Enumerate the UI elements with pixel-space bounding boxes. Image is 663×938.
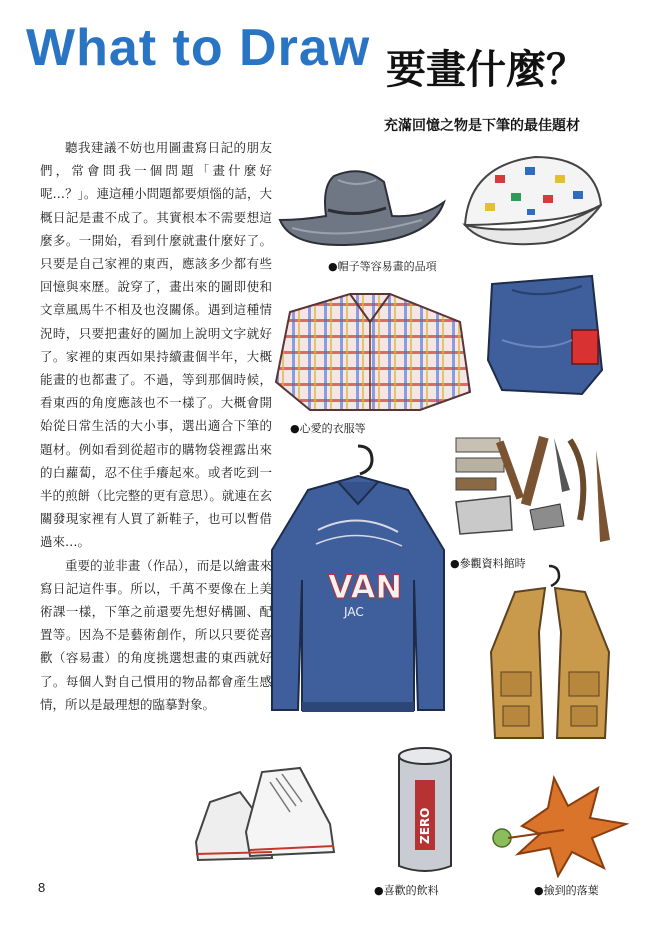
fishing-vest-illustration [485,562,615,742]
caption-museum: ●參觀資料館時 [450,557,526,570]
caption-hats: ●帽子等容易畫的品項 [328,260,437,273]
paragraph-1: 聽我建議不妨也用圖畫寫日記的朋友們，常會問我一個問題「畫什麼好呢…？」。連這種小問題都要煩惱的話，大概日記是畫不成了。其實根本不需要想這麼多。一開始，看到什麼就畫什麼好了。只要是自己家裡的東西，應該多少都有些回憶與來歷。說穿了，畫出來的圖即使和文章風馬牛不相及也沒關係。遇到這種情況時，只要把畫好的圖加上說明文字就好了。家裡的東西如果持續畫個半年，大概能畫的也都畫了。不過，等到那個時候，看東西的角度應該也不一樣了。大概會開始從日常生活的大小事，選出適合下筆的題材。例如看到從超市的購物袋裡露出來的白蘿蔔，忍不住手癢起來。或者吃到一半的煎餅（比完整的更有意思）。就連在玄關發現家裡有人買了新鞋子，也可以暫借過來…。 [40,140,272,550]
denim-jacket-illustration [268,440,448,730]
title-chinese: 要畫什麼？ [386,47,586,93]
caption-drink: ●喜歡的飲料 [374,884,439,897]
folded-jeans-illustration [482,270,612,400]
drink-can-illustration [385,740,465,880]
caption-clothes: ●心愛的衣服等 [290,422,366,435]
jacket-sub-text: JAC [344,605,364,619]
antique-tools-illustration [450,430,630,560]
can-label-text: ZERO [418,807,432,844]
fallen-leaf-illustration [488,768,633,878]
subtitle: 充滿回憶之物是下筆的最佳題材 [384,118,580,134]
sneakers-illustration [190,762,350,872]
plaid-shirt-illustration [270,282,475,417]
page-number: 8 [38,880,46,895]
body-text [40,136,272,716]
title-english: What to Draw [26,19,371,77]
paragraph-2: 重要的並非畫（作品），而是以繪畫來寫日記這件事。所以，千萬不要像在上美術課一樣，下筆之前還要先想好構圖、配置等。因為不是藝術創作，所以只要從喜歡（容易畫）的角度挑選想畫的東西就好了。每個人對自己慣用的物品都會產生感情，所以是最理想的臨摹對象。 [40,557,272,712]
jacket-brand-text: VAN [328,568,403,606]
cowboy-hat-illustration [272,158,452,258]
caption-leaf: ●撿到的落葉 [534,884,599,897]
baseball-cap-illustration [455,145,615,255]
